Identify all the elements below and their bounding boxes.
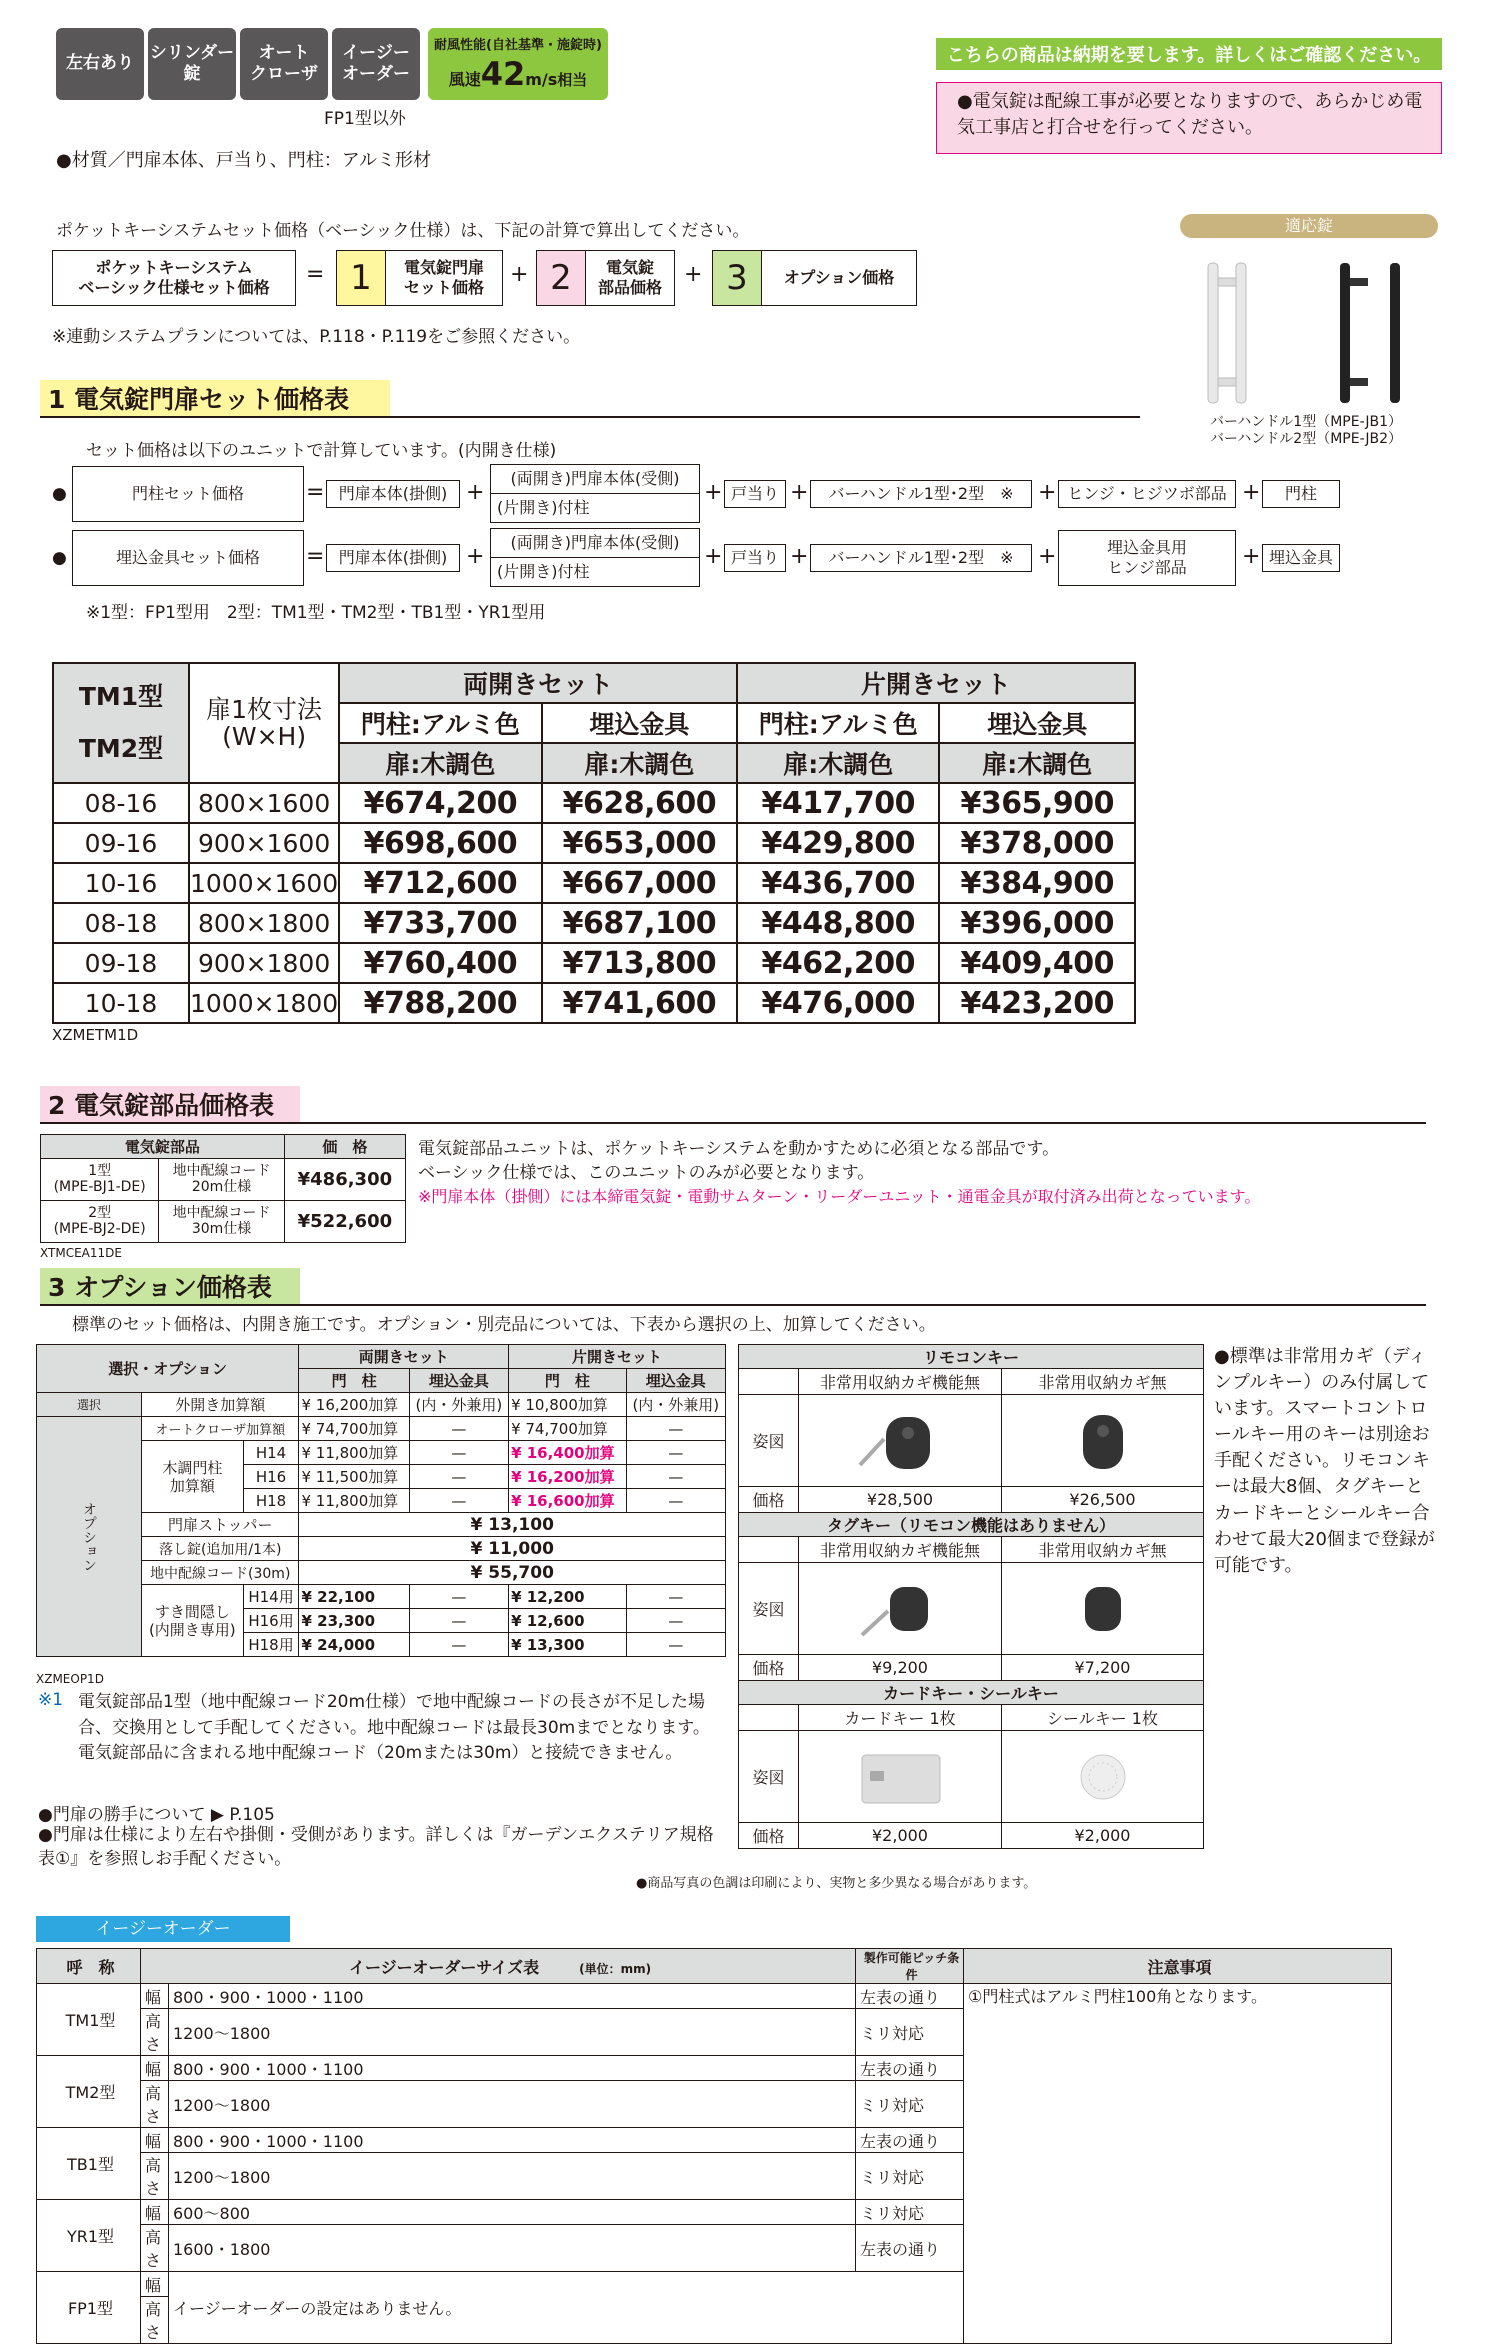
- h-embed: 埋込金具: [939, 703, 1135, 743]
- h-post: 門柱:アルミ色: [737, 703, 939, 743]
- section-1-line: [40, 416, 1140, 418]
- plus-sign: +: [704, 544, 723, 569]
- table-row: 10-18 1000×1800 ¥788,200 ¥741,600 ¥476,000 ¥423,200: [53, 983, 1135, 1023]
- h-post: 門柱:アルミ色: [339, 703, 541, 743]
- notice-body: ●電気錠は配線工事が必要となりますので、あらかじめ電気工事店と打合せを行ってください。: [936, 82, 1442, 154]
- seal-key-image: [1053, 1745, 1153, 1809]
- table-row: 落し錠(追加用/1本) ¥ 11,000: [37, 1537, 726, 1561]
- h-embed: 埋込金具: [626, 1369, 725, 1393]
- table-row: YR1型 幅 600〜800 ミリ対応: [37, 2200, 1392, 2225]
- r2-e: 埋込金具用 ヒンジ部品: [1058, 530, 1236, 586]
- r1-e: ヒンジ・ヒジツボ部品: [1058, 480, 1236, 508]
- s1-intro: セット価格は以下のユニットで計算しています。(内開き仕様): [86, 441, 557, 461]
- h-post: 門 柱: [509, 1369, 627, 1393]
- h-post: 門 柱: [299, 1369, 409, 1393]
- easy-order-title: イージーオーダー: [36, 1916, 290, 1942]
- table-row: 地中配線コード(30m) ¥ 55,700: [37, 1561, 726, 1585]
- table-row: 2型 (MPE-BJ2-DE) 地中配線コード 30m仕様 ¥522,600: [41, 1201, 406, 1243]
- num-2: 2: [536, 250, 586, 306]
- badge-lr: 左右あり: [56, 28, 144, 100]
- r1-f: 門柱: [1262, 480, 1340, 508]
- r1-b1: (両開き)門扉本体(受側): [490, 464, 700, 494]
- main-price-table: [52, 662, 1136, 1024]
- table-row: H16用 ¥ 23,300 — ¥ 12,600 —: [37, 1609, 726, 1633]
- num-3: 3: [712, 250, 762, 306]
- h-parts: 電気錠部品: [41, 1135, 285, 1159]
- bullet: ●: [52, 548, 67, 568]
- card-key-image: [850, 1745, 950, 1809]
- s2-code: XTMCEA11DE: [40, 1246, 122, 1260]
- pocket-ref: ※連動システムプランについては、P.118・P.119をご参照ください。: [52, 327, 581, 347]
- table-row: 高さ 1200〜1800 ミリ対応: [37, 2153, 1392, 2200]
- table-row: オプション オートクローザ加算額 ¥ 74,700加算 — ¥ 74,700加算 —: [37, 1417, 726, 1441]
- r1-a: 門扉本体(掛側): [326, 480, 460, 508]
- h-pitch: 製作可能ピッチ条件: [856, 1949, 964, 1984]
- pocket-intro: ポケットキーシステムセット価格（ベーシック仕様）は、下記の計算で算出してください。: [56, 221, 750, 241]
- table-row: TB1型 幅 800・900・1000・1100 左表の通り: [37, 2128, 1392, 2153]
- s3-note-3: ●門扉は仕様により左右や掛側・受側があります。詳しくは『ガーデンエクステリア規格表①』を参照しお手配ください。: [38, 1825, 714, 1869]
- badge-cylinder: シリンダー 錠: [148, 28, 236, 100]
- plus-sign: +: [1038, 480, 1057, 505]
- tag-key-image: [850, 1577, 950, 1641]
- h-double: 両開きセット: [339, 663, 737, 703]
- t1-code: XZMETM1D: [52, 1026, 139, 1044]
- s1-note: ※1型：FP1型用 2型：TM1型・TM2型・TB1型・YR1型用: [86, 603, 546, 623]
- equals-sign: =: [306, 544, 325, 569]
- h-sel: 選択・オプション: [37, 1345, 299, 1393]
- r1-b2: (片開き)付柱: [490, 493, 700, 523]
- table-row: 09-18 900×1800 ¥760,400 ¥713,800 ¥462,200 ¥409,400: [53, 943, 1135, 983]
- plus-sign: +: [1242, 480, 1261, 505]
- table-row: 高さ: [37, 2297, 1392, 2344]
- plus-sign: +: [510, 262, 529, 287]
- table-row: 08-16 800×1600 ¥674,200 ¥628,600 ¥417,700 ¥365,900: [53, 783, 1135, 823]
- side-note: ●標準は非常用カギ（ディンプルキー）のみ付属しています。スマートコントロールキー用のキーは別途お手配ください。リモコンキーは最大8個、タグキーとカードキーとシールキー合わせて最大20個まで登録が可能です。: [1214, 1346, 1435, 1576]
- plus-sign: +: [704, 480, 723, 505]
- table-row: FP1型 幅 イージーオーダーの設定はありません。: [37, 2272, 1392, 2297]
- h-name: 呼 称: [37, 1949, 141, 1984]
- remote-key-image: [850, 1409, 950, 1473]
- r2-c: 戸当り: [724, 544, 786, 572]
- g-card: カードキー・シールキー: [739, 1681, 1204, 1705]
- plus-sign: +: [790, 544, 809, 569]
- lock-title: 適応錠: [1180, 214, 1438, 238]
- h-door: 扉:木調色: [737, 743, 939, 783]
- h-double: 両開きセット: [299, 1345, 509, 1369]
- photo-note: ●商品写真の色調は印刷により、実物と多少異なる場合があります。: [636, 1876, 1037, 1891]
- num-1: 1: [336, 250, 386, 306]
- r2-b1: (両開き)門扉本体(受側): [490, 528, 700, 558]
- equals-sign: =: [306, 480, 325, 505]
- fp-note: FP1型以外: [324, 109, 406, 129]
- r2-d: バーハンドル1型･2型 ※: [810, 544, 1032, 572]
- table-row: H16 ¥ 11,500加算 — ¥ 16,200加算 —: [37, 1465, 726, 1489]
- material-text: ●材質／門扉本体、戸当り、門柱：アルミ形材: [56, 150, 431, 171]
- g-remote: リモコンキー: [739, 1345, 1204, 1369]
- h-model: TM1型 TM2型: [53, 663, 189, 783]
- r2-b2: (片開き)付柱: [490, 557, 700, 587]
- table-row: 1型 (MPE-BJ1-DE) 地中配線コード 20m仕様 ¥486,300: [41, 1159, 406, 1201]
- badge-easy-order: イージー オーダー: [332, 28, 420, 100]
- lock-parts-table: [40, 1134, 406, 1243]
- table-row: 09-16 900×1600 ¥698,600 ¥653,000 ¥429,800 ¥378,000: [53, 823, 1135, 863]
- table-row: TM2型 幅 800・900・1000・1100 左表の通り: [37, 2056, 1392, 2081]
- s3-code: XZMEOP1D: [36, 1672, 104, 1686]
- r2-f: 埋込金具: [1262, 544, 1340, 572]
- h-door: 扉:木調色: [939, 743, 1135, 783]
- h-price: 価 格: [284, 1135, 405, 1159]
- plus-sign: +: [466, 544, 485, 569]
- h-door: 扉:木調色: [339, 743, 541, 783]
- section-3-line: [40, 1304, 1426, 1306]
- box-1: 電気錠門扉 セット価格: [385, 250, 503, 306]
- section-3-title: 3 オプション価格表: [40, 1268, 300, 1304]
- plus-sign: +: [466, 480, 485, 505]
- table-row: 選択 外開き加算額 ¥ 16,200加算 (内・外兼用) ¥ 10,800加算 (内・外兼用): [37, 1393, 726, 1417]
- easy-order-table: 呼 称 イージーオーダーサイズ表 (単位：mm) 製作可能ピッチ条件 注意事項 TM1型 幅 800・900・1000・1100 左表の通り ①門柱式はアルミ門柱100角となります。 高さ 1200〜1800 ミリ対応 TM2型 幅 800・900・1000・1100 左表の通り 高さ 1200〜1800 ミリ対応 TB1型 幅 800・900・1000・1100 左表の通り 高さ 1200〜1800 ミリ対応 YR1型 幅 600〜800 ミリ対応 高さ 1600・1800 左表の通り FP1型 幅 イージーオーダーの設定はありません。 高さ: [36, 1948, 1392, 2344]
- h-size: 扉1枚寸法 (W×H): [189, 663, 339, 783]
- table-row: 高さ 1600・1800 左表の通り: [37, 2225, 1392, 2272]
- h-embed: 埋込金具: [542, 703, 738, 743]
- notice-title: こちらの商品は納期を要します。詳しくはご確認ください。: [936, 38, 1442, 70]
- plus-sign: +: [790, 480, 809, 505]
- option-table: [36, 1344, 726, 1657]
- remote-key-table: リモコンキー 非常用収納カギ機能無 非常用収納カギ無 姿図 価格 ¥28,500 ¥26,500 タグキー（リモコン機能はありません） 非常用収納カギ機能無 非常用収納カギ無 姿図 価格 ¥9,200 ¥7,200 カードキー・シールキー カードキー 1枚 シールキー 1枚 姿図 価格 ¥2,000 ¥2,000: [738, 1344, 1204, 1849]
- s3-note-1: 電気錠部品1型（地中配線コード20m仕様）で地中配線コードの長さが不足した場合、交換用として手配してください。地中配線コードは最長30mまでとなります。電気錠部品に含まれる地中配線コード（20mまたは30m）と接続できません。: [78, 1692, 710, 1763]
- lock-caption: バーハンドル1型（MPE-JB1） バーハンドル2型（MPE-JB2）: [1210, 414, 1403, 447]
- r1-c: 戸当り: [724, 480, 786, 508]
- section-2-line: [40, 1122, 1426, 1124]
- remote-key-image: [1053, 1409, 1153, 1473]
- section-1-title: 1 電気錠門扉セット価格表: [40, 380, 390, 416]
- table-row: TM1型 幅 800・900・1000・1100 左表の通り ①門柱式はアルミ門柱100角となります。: [37, 1984, 1392, 2009]
- box-3: オプション価格: [761, 250, 917, 306]
- plus-sign: +: [684, 262, 703, 287]
- table-row: H18 ¥ 11,800加算 — ¥ 16,600加算 —: [37, 1489, 726, 1513]
- plus-sign: +: [1038, 544, 1057, 569]
- table-row: 門扉ストッパー ¥ 13,100: [37, 1513, 726, 1537]
- h-single: 片開きセット: [509, 1345, 726, 1369]
- pocket-label-box: ポケットキーシステム ベーシック仕様セット価格: [52, 250, 296, 306]
- h-door: 扉:木調色: [542, 743, 738, 783]
- plus-sign: +: [1242, 544, 1261, 569]
- section-2-title: 2 電気錠部品価格表: [40, 1086, 300, 1122]
- badge-closer: オート クローザ: [240, 28, 328, 100]
- table-row: すき間隠し (内開き専用) H14用 ¥ 22,100 — ¥ 12,200 —: [37, 1585, 726, 1609]
- table-row: H18用 ¥ 24,000 — ¥ 13,300 —: [37, 1633, 726, 1657]
- table-row: 10-16 1000×1600 ¥712,600 ¥667,000 ¥436,700 ¥384,900: [53, 863, 1135, 903]
- g-tag: タグキー（リモコン機能はありません）: [739, 1513, 1204, 1537]
- s3-note-2: ●門扉の勝手について ▶ P.105: [38, 1805, 275, 1825]
- equals-sign: =: [306, 262, 325, 287]
- s3-note-mark: ※1: [38, 1690, 64, 1710]
- tag-key-image: [1053, 1577, 1153, 1641]
- table-row: 08-18 800×1800 ¥733,700 ¥687,100 ¥448,800 ¥396,000: [53, 903, 1135, 943]
- s2-desc-1: 電気錠部品ユニットは、ポケットキーシステムを動かすために必須となる部品です。: [418, 1139, 1060, 1159]
- r2-a: 門扉本体(掛側): [326, 544, 460, 572]
- table-row: 木調門柱 加算額 H14 ¥ 11,800加算 — ¥ 16,400加算 —: [37, 1441, 726, 1465]
- h-embed: 埋込金具: [409, 1369, 508, 1393]
- r1-label: 門柱セット価格: [72, 466, 304, 522]
- h-single: 片開きセット: [737, 663, 1135, 703]
- bar-handle-image: [1190, 258, 1430, 408]
- table-row: 高さ 1200〜1800 ミリ対応: [37, 2081, 1392, 2128]
- r2-label: 埋込金具セット価格: [72, 530, 304, 586]
- wind-badge: 耐風性能(自社基準・施錠時) 風速42m/s相当: [428, 28, 608, 100]
- box-2: 電気錠 部品価格: [585, 250, 675, 306]
- table-row: 高さ 1200〜1800 ミリ対応: [37, 2009, 1392, 2056]
- bullet: ●: [52, 484, 67, 504]
- s2-desc-2: ベーシック仕様では、このユニットのみが必要となります。: [418, 1163, 875, 1183]
- s3-intro: 標準のセット価格は、内開き施工です。オプション・別売品については、下表から選択の上、加算してください。: [72, 1315, 936, 1335]
- r1-d: バーハンドル1型･2型 ※: [810, 480, 1032, 508]
- s2-desc-3: ※門扉本体（掛側）には本締電気錠・電動サムターン・リーダーユニット・通電金具が取付済み出荷となっています。: [418, 1187, 1261, 1206]
- h-notes: 注意事項: [964, 1949, 1392, 1984]
